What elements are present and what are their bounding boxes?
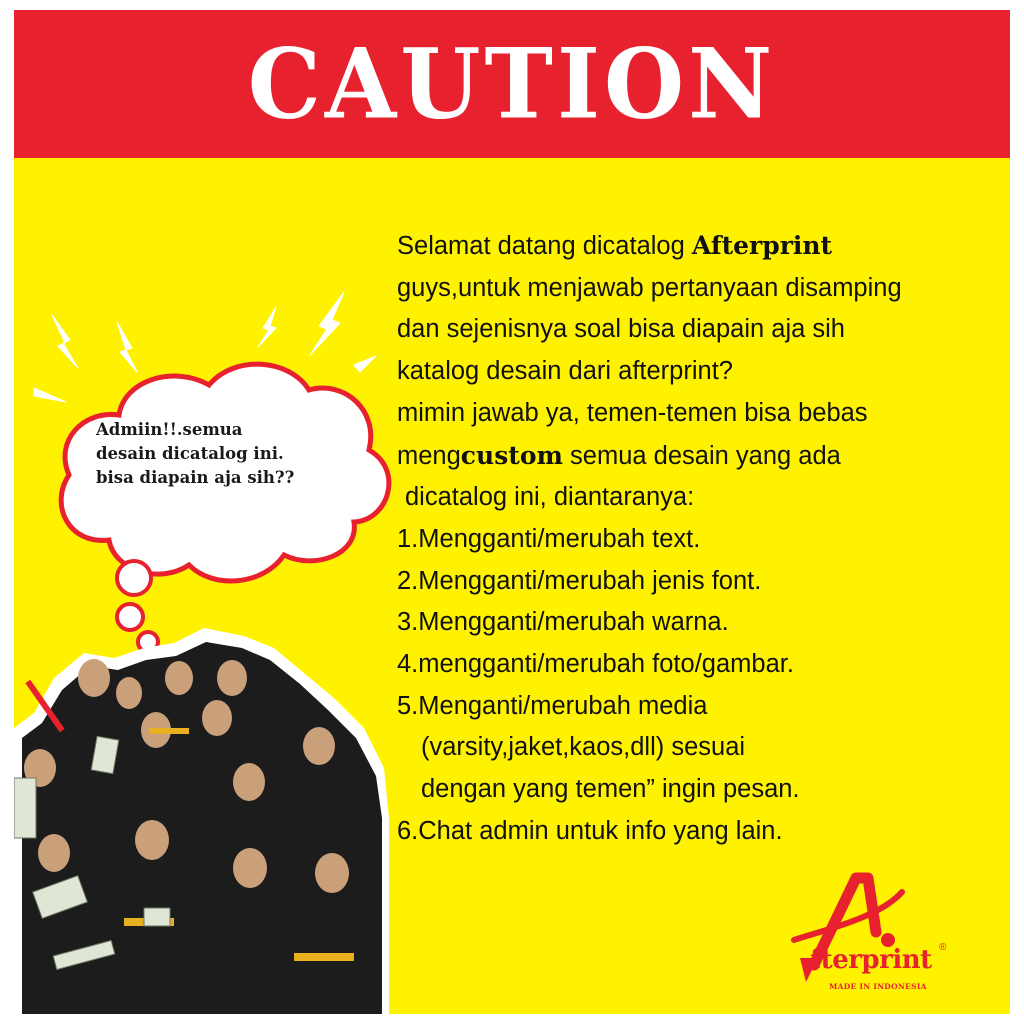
line6-prefix: meng	[397, 441, 461, 470]
afterprint-logo-icon	[784, 870, 964, 1000]
list-item-5: 5.Menganti/merubah media	[397, 691, 708, 720]
message-intro	[397, 225, 997, 268]
list-item-3: 3.Mengganti/merubah warna.	[397, 608, 729, 637]
thought-dot-large	[117, 561, 151, 595]
message-body	[397, 225, 997, 853]
custom-word: custom	[460, 440, 563, 470]
message-line-7: dicatalog ini, diantaranya:	[405, 483, 695, 512]
bubble-line-3: bisa diapain aja sih??	[96, 468, 295, 487]
list-item-4: 4.mengganti/merubah foto/gambar.	[397, 650, 794, 679]
bubble-line-1: Admiin!!.semua	[96, 420, 243, 439]
message-line-3: dan sejenisnya soal bisa diapain aja sih	[397, 315, 845, 344]
registered-mark: ®	[939, 942, 947, 953]
list-item-6: 6.Chat admin untuk info yang lain.	[397, 816, 783, 845]
message-line-2: guys,untuk menjawab pertanyaan disamping	[397, 273, 902, 302]
poster	[14, 10, 1010, 1014]
brand-name: Afterprint	[691, 231, 833, 260]
list-item-1: 1.Mengganti/merubah text.	[397, 524, 701, 553]
thought-bubble-graphic	[14, 10, 414, 670]
speech-bubble-text	[96, 418, 356, 490]
message-line-5: mimin jawab ya, temen-temen bisa bebas	[397, 398, 868, 427]
list-item-5-cont-1: (varsity,jaket,kaos,dll) sesuai	[421, 733, 746, 762]
logo-tagline: MADE IN INDONESIA	[829, 982, 927, 991]
logo-wordmark: fterprint	[810, 945, 932, 975]
banner-title: CAUTION	[247, 27, 777, 141]
group-photo-students-icon	[14, 618, 389, 1014]
list-item-2: 2.Mengganti/merubah jenis font.	[397, 566, 762, 595]
intro-prefix: Selamat datang dicatalog	[397, 232, 692, 260]
line6-suffix: semua desain yang ada	[562, 441, 841, 470]
list-item-5-cont-2: dengan yang temen” ingin pesan.	[421, 775, 800, 804]
message-line-4: katalog desain dari afterprint?	[397, 357, 733, 386]
message-line-6	[397, 435, 997, 478]
bubble-line-2: desain dicatalog ini.	[96, 444, 284, 463]
